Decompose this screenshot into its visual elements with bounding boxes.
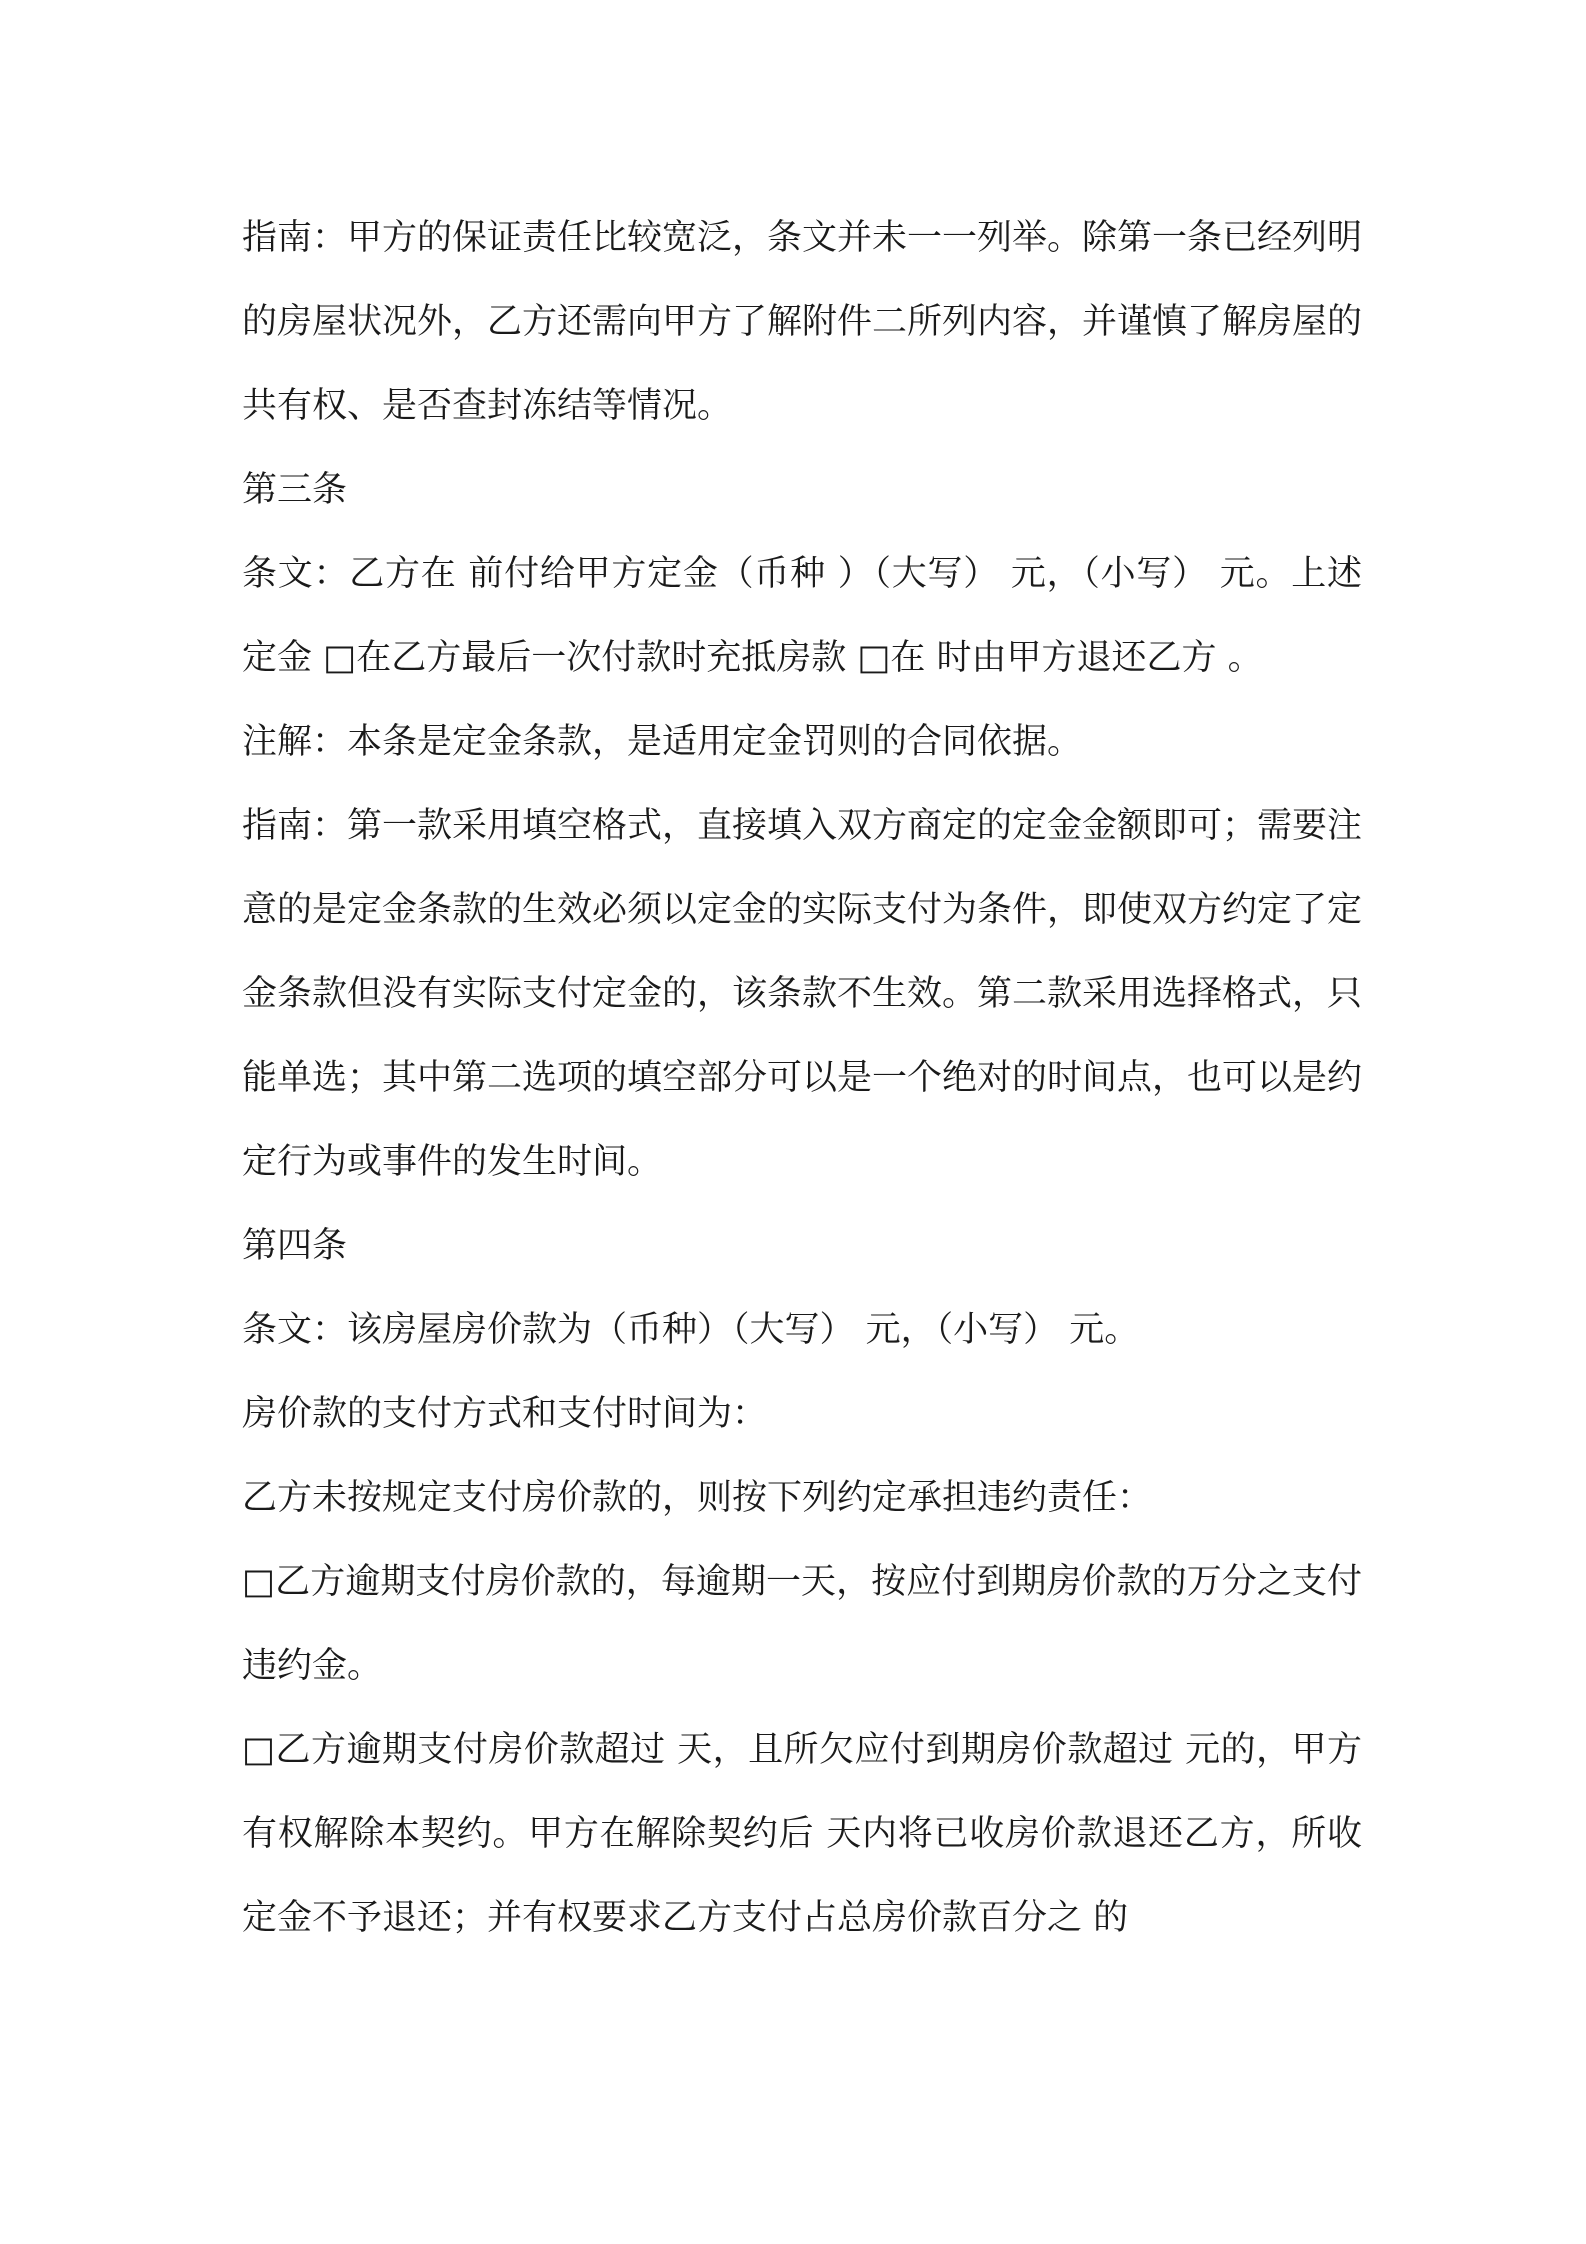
guide-paragraph-1: 指南：甲方的保证责任比较宽泛，条文并未一一列举。除第一条已经列明的房屋状况外，乙方还需向甲方了解附件二所列内容，并谨慎了解房屋的共有权、是否查封冻结等情况。 bbox=[242, 218, 1363, 426]
article-4-text: 条文：该房屋房价款为（币种）（大写） 元，（小写） 元。 bbox=[242, 1310, 1140, 1350]
liability-option-1: □乙方逾期支付房价款的，每逾期一天，按应付到期房价款的万分之支付违约金。 bbox=[242, 1562, 1362, 1686]
payment-method-line: 房价款的支付方式和支付时间为： bbox=[242, 1394, 768, 1434]
article-3-guide: 指南：第一款采用填空格式，直接填入双方商定的定金金额即可；需要注意的是定金条款的生效必须以定金的实际支付为条件，即使双方约定了定金条款但没有实际支付定金的，该条款不生效。第二款采用选择格式，只能单选；其中第二选项的填空部分可以是一个绝对的时间点，也可以是约定行为或事件的发生时间。 bbox=[242, 806, 1363, 1182]
liability-option-2: □乙方逾期支付房价款超过 天，且所欠应付到期房价款超过 元的，甲方有权解除本契约。甲方在解除契约后 天内将已收房价款退还乙方，所收定金不予退还；并有权要求乙方支付占总房价款百分之 的 bbox=[242, 1730, 1362, 1938]
article-3-heading: 第三条 bbox=[242, 470, 348, 510]
article-3-note: 注解：本条是定金条款，是适用定金罚则的合同依据。 bbox=[242, 722, 1083, 762]
liability-intro: 乙方未按规定支付房价款的，则按下列约定承担违约责任： bbox=[242, 1478, 1153, 1518]
article-4-heading: 第四条 bbox=[242, 1226, 348, 1266]
article-3-text: 条文：乙方在 前付给甲方定金（币种 ）（大写） 元，（小写） 元。上述定金 □在乙方最后一次付款时充抵房款 □在 时由甲方退还乙方 。 bbox=[242, 554, 1362, 678]
document-body bbox=[242, 196, 1362, 1960]
